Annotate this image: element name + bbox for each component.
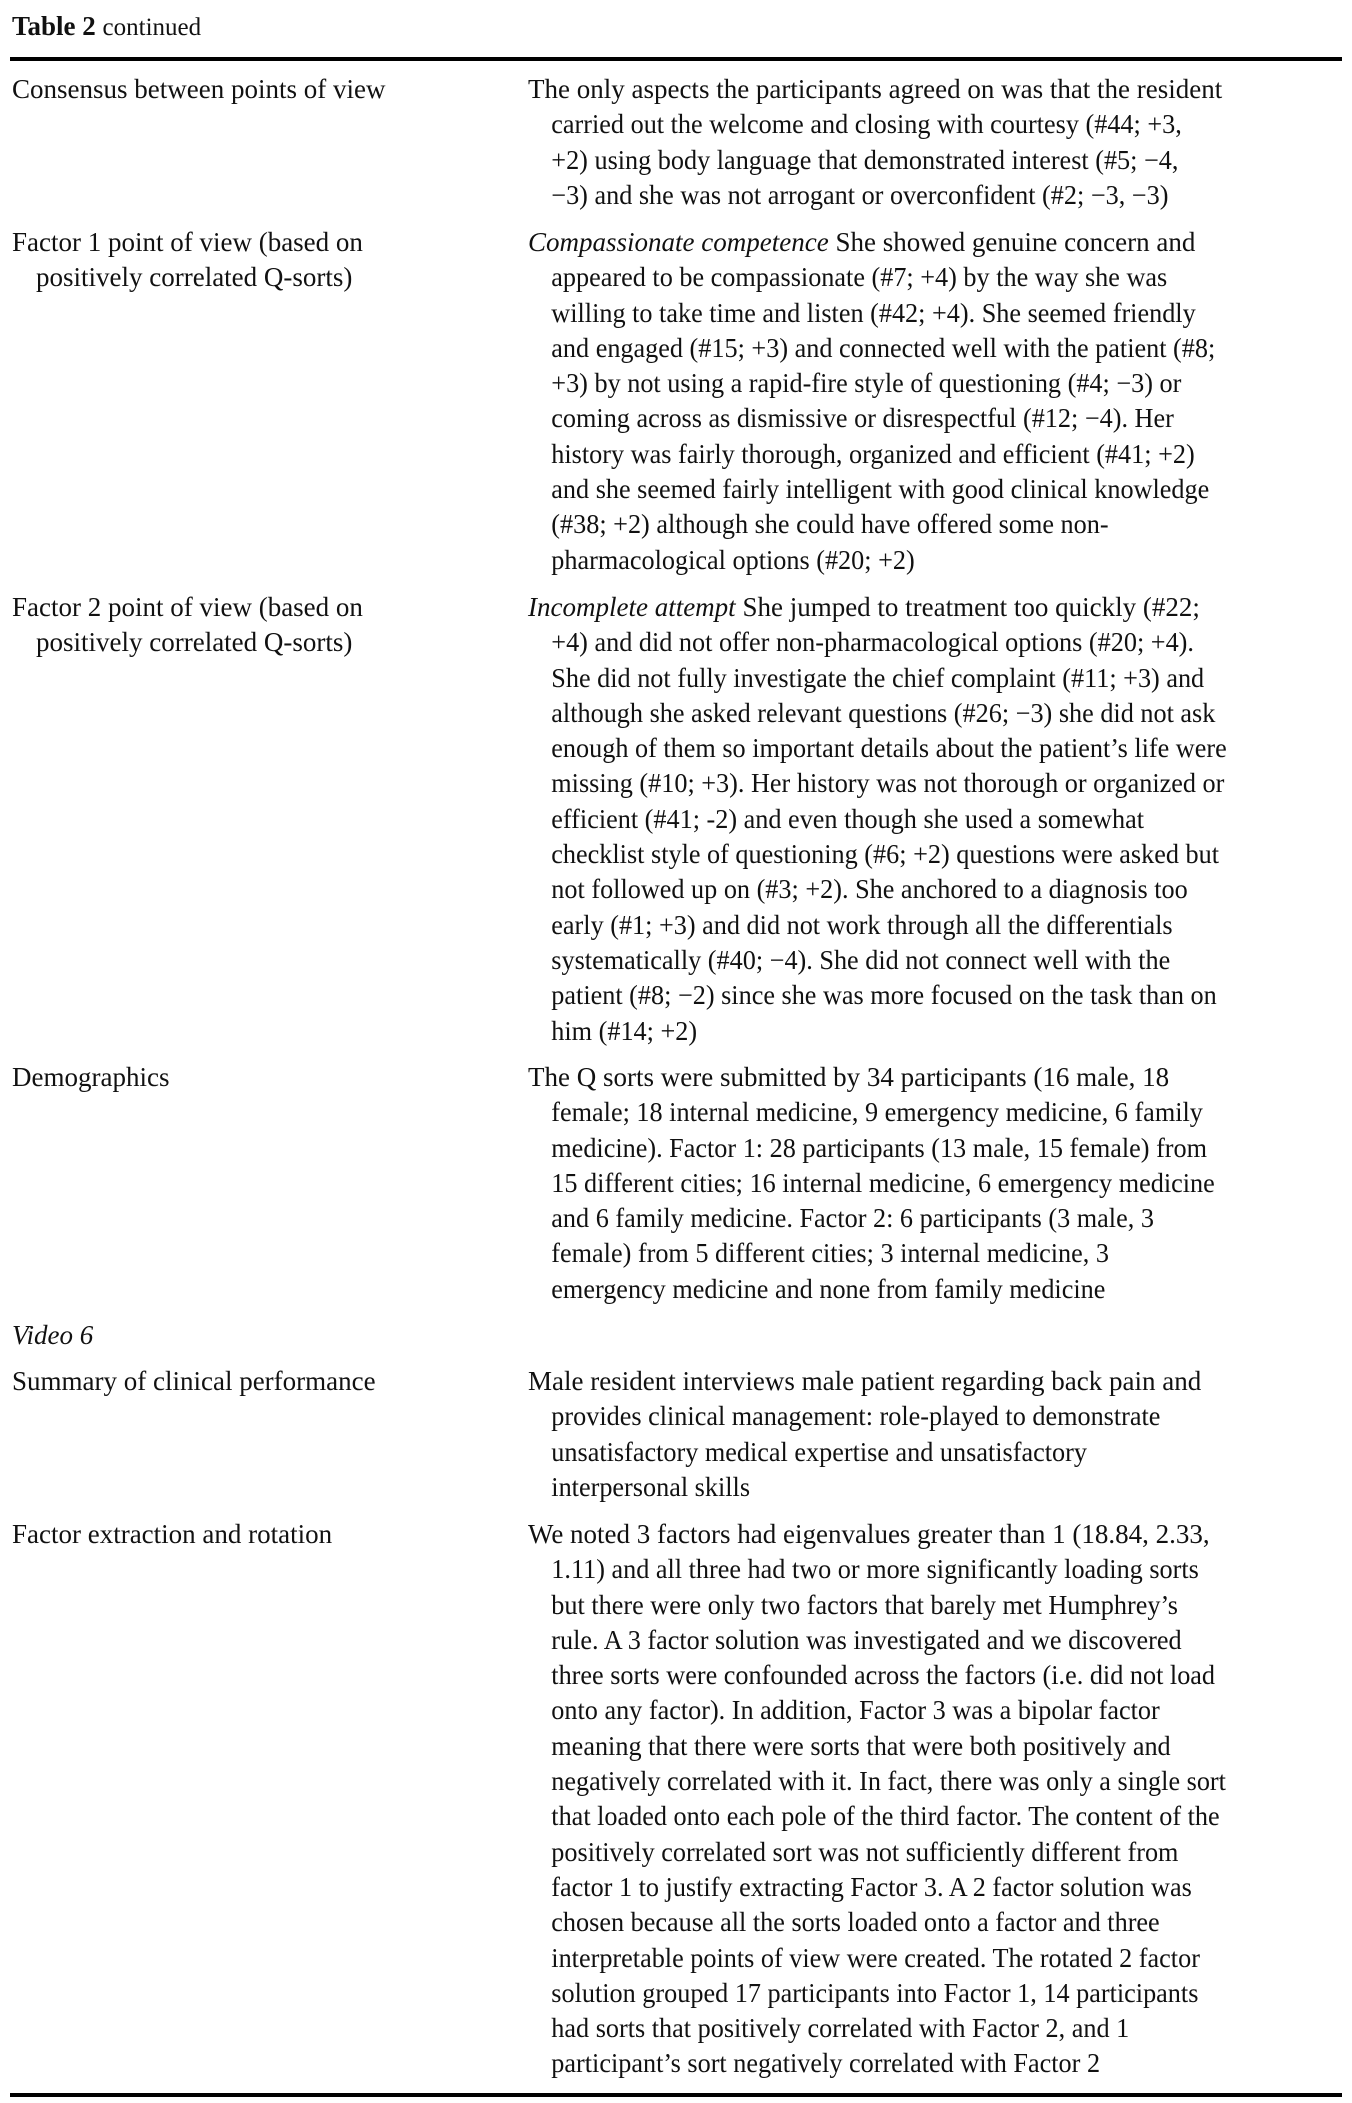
value-line: participant’s sort negatively correlated with Factor 2 xyxy=(551,2048,1101,2079)
value-line: chosen because all the sorts loaded onto a factor and three xyxy=(551,1907,1160,1938)
table-bottom-rule xyxy=(10,2093,1342,2097)
value-line: missing (#10; +3). Her history was not thorough or organized or xyxy=(551,768,1225,799)
row-label-line: Demographics xyxy=(12,1062,170,1092)
value-line: The only aspects the participants agreed on was that the resident xyxy=(528,74,1223,104)
value-line: carried out the welcome and closing with courtesy (#44; +3, xyxy=(551,109,1182,140)
value-line: early (#1; +3) and did not work through all the differentials xyxy=(551,909,1173,940)
value-line: coming across as dismissive or disrespectful (#12; −4). Her xyxy=(551,403,1174,434)
row-value xyxy=(528,1517,1348,2082)
row-label-line: Factor 2 point of view (based on xyxy=(12,592,363,622)
value-line: enough of them so important details about the patient’s life were xyxy=(551,733,1227,764)
row-label-line: Consensus between points of view xyxy=(12,74,386,104)
value-line: Male resident interviews male patient regarding back pain and xyxy=(528,1366,1202,1396)
value-line: efficient (#41; -2) and even though she used a somewhat xyxy=(551,803,1144,834)
value-line: medicine). Factor 1: 28 participants (13 male, 15 female) from xyxy=(551,1132,1208,1163)
value-line: had sorts that positively correlated with Factor 2, and 1 xyxy=(551,2013,1130,2044)
value-line: +2) using body language that demonstrated interest (#5; −4, xyxy=(551,144,1179,175)
value-text: She jumped to treatment too quickly (#22; xyxy=(735,592,1200,622)
value-line: three sorts were confounded across the factors (i.e. did not load xyxy=(551,1660,1216,1691)
value-line: She did not fully investigate the chief complaint (#11; +3) and xyxy=(551,662,1205,693)
value-line: meaning that there were sorts that were both positively and xyxy=(551,1730,1171,1761)
row-label-line: positively correlated Q-sorts) xyxy=(36,262,353,293)
value-line xyxy=(528,590,1348,625)
value-line: emergency medicine and none from family medicine xyxy=(551,1273,1106,1304)
value-line: factor 1 to justify extracting Factor 3. A 2 factor solution was xyxy=(551,1871,1192,1902)
table-caption xyxy=(12,8,201,46)
value-line: +3) by not using a rapid-fire style of questioning (#4; −3) or xyxy=(551,368,1182,399)
value-line: solution grouped 17 participants into Factor 1, 14 participants xyxy=(551,1977,1199,2008)
value-text: She showed genuine concern and xyxy=(828,227,1196,257)
table-label: Table 2 xyxy=(12,11,96,41)
row-value xyxy=(528,225,1348,578)
row-label xyxy=(12,225,492,296)
value-line: interpretable points of view were created. The rotated 2 factor xyxy=(551,1942,1200,1973)
row-label xyxy=(12,1517,492,1552)
value-line: history was fairly thorough, organized and efficient (#41; +2) xyxy=(551,438,1195,469)
row-value xyxy=(528,590,1348,1049)
row-label xyxy=(12,590,492,661)
value-line: The Q sorts were submitted by 34 participants (16 male, 18 xyxy=(528,1062,1170,1092)
value-line: and engaged (#15; +3) and connected well with the patient (#8; xyxy=(551,332,1216,363)
value-line: that loaded onto each pole of the third factor. The content of the xyxy=(551,1801,1220,1832)
value-line: checklist style of questioning (#6; +2) questions were asked but xyxy=(551,839,1219,870)
row-value xyxy=(528,72,1348,213)
row-value xyxy=(528,1060,1348,1307)
value-line: female) from 5 different cities; 3 internal medicine, 3 xyxy=(551,1238,1109,1269)
value-line: appeared to be compassionate (#7; +4) by the way she was xyxy=(551,262,1168,293)
value-line xyxy=(528,225,1348,260)
value-line: +4) and did not offer non-pharmacological options (#20; +4). xyxy=(551,627,1194,658)
value-line: provides clinical management: role-played to demonstrate xyxy=(551,1401,1161,1432)
value-line: but there were only two factors that barely met Humphrey’s xyxy=(551,1589,1178,1620)
value-line: willing to take time and listen (#42; +4). She seemed friendly xyxy=(551,297,1196,328)
value-line: not followed up on (#3; +2). She anchored to a diagnosis too xyxy=(551,874,1188,905)
value-line: −3) and she was not arrogant or overconfident (#2; −3, −3) xyxy=(551,179,1169,210)
table-caption-suffix: continued xyxy=(102,14,202,41)
value-line: and she seemed fairly intelligent with good clinical knowledge xyxy=(551,474,1210,505)
value-line: and 6 family medicine. Factor 2: 6 participants (3 male, 3 xyxy=(551,1203,1154,1234)
value-line: 15 different cities; 16 internal medicine, 6 emergency medicine xyxy=(551,1167,1215,1198)
row-label xyxy=(12,1364,492,1399)
row-label xyxy=(12,1060,492,1095)
row-label-line: Summary of clinical performance xyxy=(12,1366,376,1396)
row-label-line: Factor 1 point of view (based on xyxy=(12,227,363,257)
value-line: him (#14; +2) xyxy=(551,1015,698,1046)
row-label-line: Factor extraction and rotation xyxy=(12,1519,333,1549)
value-line: (#38; +2) although she could have offered some non- xyxy=(551,509,1109,540)
value-line: systematically (#40; −4). She did not connect well with the xyxy=(551,944,1171,975)
value-line: 1.11) and all three had two or more significantly loading sorts xyxy=(551,1554,1199,1585)
value-line: although she asked relevant questions (#26; −3) she did not ask xyxy=(551,697,1216,728)
row-label-line: positively correlated Q-sorts) xyxy=(36,627,353,658)
value-line: onto any factor). In addition, Factor 3 was a bipolar factor xyxy=(551,1695,1160,1726)
value-line: interpersonal skills xyxy=(551,1471,751,1502)
table-top-rule xyxy=(10,57,1342,61)
row-label xyxy=(12,72,492,107)
point-of-view-title: Incomplete attempt xyxy=(528,592,736,622)
value-line: patient (#8; −2) since she was more focused on the task than on xyxy=(551,980,1217,1011)
row-value xyxy=(528,1364,1348,1505)
section-heading-video-6: Video 6 xyxy=(12,1320,94,1350)
value-line: rule. A 3 factor solution was investigated and we discovered xyxy=(551,1624,1182,1655)
value-line: unsatisfactory medical expertise and unsatisfactory xyxy=(551,1436,1087,1467)
point-of-view-title: Compassionate competence xyxy=(528,227,829,257)
value-line: We noted 3 factors had eigenvalues greater than 1 (18.84, 2.33, xyxy=(528,1519,1210,1549)
value-line: positively correlated sort was not sufficiently different from xyxy=(551,1836,1179,1867)
value-line: female; 18 internal medicine, 9 emergency medicine, 6 family xyxy=(551,1097,1203,1128)
value-line: negatively correlated with it. In fact, there was only a single sort xyxy=(551,1766,1226,1797)
value-line: pharmacological options (#20; +2) xyxy=(551,544,915,575)
